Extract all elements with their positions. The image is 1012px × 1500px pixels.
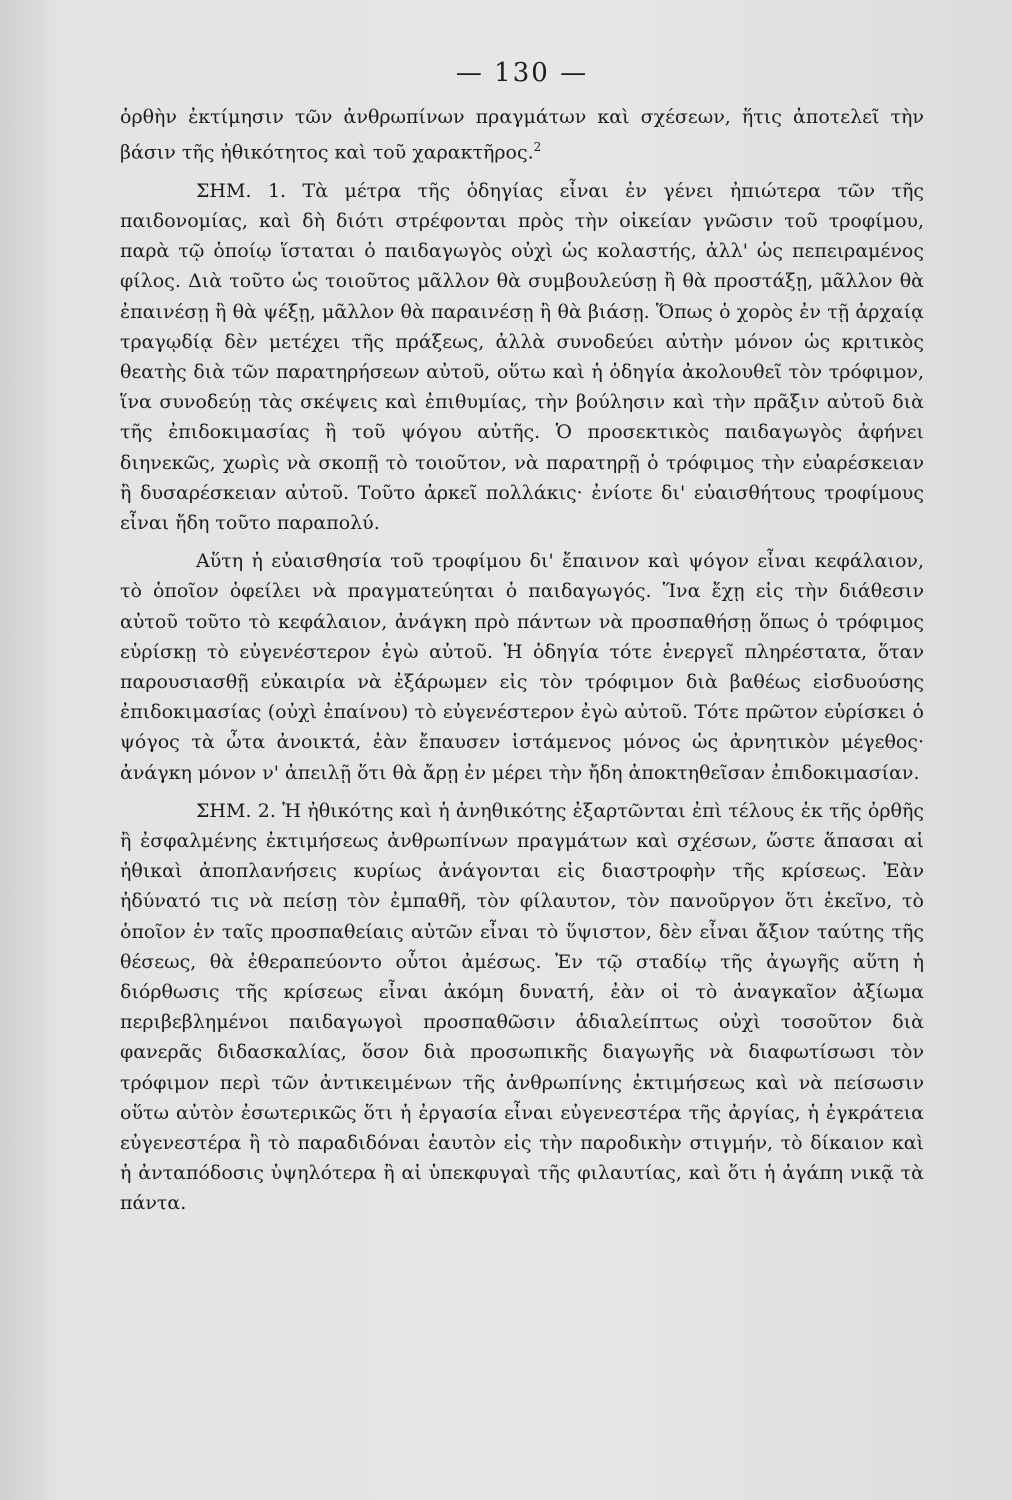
- note-1-paragraph: ΣΗΜ. 1. Τὰ μέτρα τῆς ὁδηγίας εἶναι ἐν γένει ἠπιώτερα τῶν τῆς παιδονομίας, καὶ δὴ διότι στρέφονται πρὸς τὴν οἰκείαν γνῶσιν τοῦ τροφίμου, παρὰ τῷ ὁποίῳ ἵσταται ὁ παιδαγωγὸς οὐχὶ ὡς κολαστής, ἀλλ' ὡς πεπειραμένος φίλος. Διὰ τοῦτο ὡς τοιοῦτος μᾶλλον θὰ συμβουλεύσῃ ἢ θὰ προστάξῃ, μᾶλλον θὰ ἐπαινέσῃ ἢ θὰ ψέξῃ, μᾶλλον θὰ παραινέσῃ ἢ θὰ βιάσῃ. Ὅπως ὁ χορὸς ἐν τῇ ἀρχαίᾳ τραγῳδίᾳ δὲν μετέχει τῆς πράξεως, ἀλλὰ συνοδεύει αὐτὴν μόνον ὡς κριτικὸς θεατὴς διὰ τῶν παρατηρήσεων αὐτοῦ, οὕτω καὶ ἡ ὁδηγία ἀκολουθεῖ τὸν τρόφιμον, ἵνα συνοδεύῃ τὰς σκέψεις καὶ ἐπιθυμίας, τὴν βούλησιν καὶ τὴν πρᾶξιν αὐτοῦ διὰ τῆς ἐπιδοκιμασίας ἢ τοῦ ψόγου αὐτῆς. Ὁ προσεκτικὸς παιδαγωγὸς ἀφήνει διηνεκῶς, χωρὶς νὰ σκοπῇ τὸ τοιοῦτον, νὰ παρατηρῇ ὁ τρόφιμος τὴν εὐαρέσκειαν ἢ δυσαρέσκειαν αὐτοῦ. Τοῦτο ἀρκεῖ πολλάκις· ἐνίοτε δι' εὐαισθήτους τροφίμους εἶναι ἤδη τοῦτο παραπολύ.: [120, 179, 924, 534]
- paragraph-text: ὀρθὴν ἐκτίμησιν τῶν ἀνθρωπίνων πραγμάτων καὶ σχέσεων, ἥτις ἀποτελεῖ τὴν βάσιν τῆς ἠθικότητος καὶ τοῦ χαρακτῆρος.: [120, 106, 924, 164]
- paragraph-continuation: [120, 102, 924, 168]
- page-number: — 130 —: [455, 58, 589, 88]
- footnote-reference: 2: [533, 140, 542, 155]
- body-paragraph: Αὕτη ἡ εὐαισθησία τοῦ τροφίμου δι' ἔπαινον καὶ ψόγον εἶναι κεφάλαιον, τὸ ὁποῖον ὀφείλει νὰ πραγματεύηται ὁ παιδαγωγός. Ἵνα ἔχῃ εἰς τὴν διάθεσιν αὐτοῦ τοῦτο τὸ κεφάλαιον, ἀνάγκη πρὸ πάντων νὰ προσπαθήσῃ ὅπως ὁ τρόφιμος εὑρίσκῃ τὸ εὐγενέστερον ἐγὼ αὐτοῦ. Ἡ ὁδηγία τότε ἐνεργεῖ πληρέστατα, ὅταν παρουσιασθῇ εὐκαιρία νὰ ἐξάρωμεν εἰς τὸν τρόφιμον διὰ βαθέως εἰσδυούσης ἐπιδοκιμασίας (οὐχὶ ἐπαίνου) τὸ εὐγενέστερον ἐγὼ αὐτοῦ. Τότε πρῶτον εὑρίσκει ὁ ψόγος τὰ ὦτα ἀνοικτά, ἐὰν ἔπαυσεν ἱστάμενος μόνος ὡς ἀρνητικὸν μέγεθος· ἀνάγκη μόνον ν' ἀπειλῇ ὅτι θὰ ἄρῃ ἐν μέρει τὴν ἤδη ἀποκτηθεῖσαν ἐπιδοκιμασίαν.: [120, 550, 924, 784]
- note-2-paragraph: ΣΗΜ. 2. Ἡ ἠθικότης καὶ ἡ ἀνηθικότης ἐξαρτῶνται ἐπὶ τέλους ἐκ τῆς ὀρθῆς ἢ ἐσφαλμένης ἐκτιμήσεως ἀνθρωπίνων πραγμάτων καὶ σχέσων, ὥστε ἅπασαι αἱ ἠθικαὶ ἀποπλανήσεις κυρίως ἀνάγονται εἰς διαστροφὴν τῆς κρίσεως. Ἐὰν ἠδύνατό τις νὰ πείσῃ τὸν ἐμπαθῆ, τὸν φίλαυτον, τὸν πανοῦργον ὅτι ἐκεῖνο, τὸ ὁποῖον ἐν ταῖς προσπαθείαις αὐτῶν εἶναι τὸ ὕψιστον, δὲν εἶναι ἄξιον ταύτης τῆς θέσεως, θὰ ἐθεραπεύοντο οὗτοι ἀμέσως. Ἐν τῷ σταδίῳ τῆς ἀγωγῆς αὕτη ἡ διόρθωσις τῆς κρίσεως εἶναι ἀκόμη δυνατή, ἐὰν οἱ τὸ ἀναγκαῖον ἀξίωμα περιβεβλημένοι παιδαγωγοὶ προσπαθῶσιν ἀδιαλείπτως οὐχὶ τοσοῦτον διὰ φανερᾶς διδασκαλίας, ὅσον διὰ προσωπικῆς διαγωγῆς νὰ διαφωτίσωσι τὸν τρόφιμον περὶ τῶν ἀντικειμένων τῆς ἀνθρωπίνης ἐκτιμήσεως καὶ νὰ πείσωσιν οὕτω αὐτὸν ἐσωτερικῶς ὅτι ἡ ἐργασία εἶναι εὐγενεστέρα τῆς ἀργίας, ἡ ἐγκράτεια εὐγενεστέρα ἢ τὸ παραδιδόναι ἑαυτὸν εἰς τὴν παροδικὴν στιγμήν, τὸ δίκαιον καὶ ἡ ἀνταπόδοσις ὑψηλότερα ἢ αἱ ὑπεκφυγαὶ τῆς φιλαυτίας, καὶ ὅτι ἡ ἀγάπη νικᾷ τὰ πάντα.: [120, 799, 924, 1215]
